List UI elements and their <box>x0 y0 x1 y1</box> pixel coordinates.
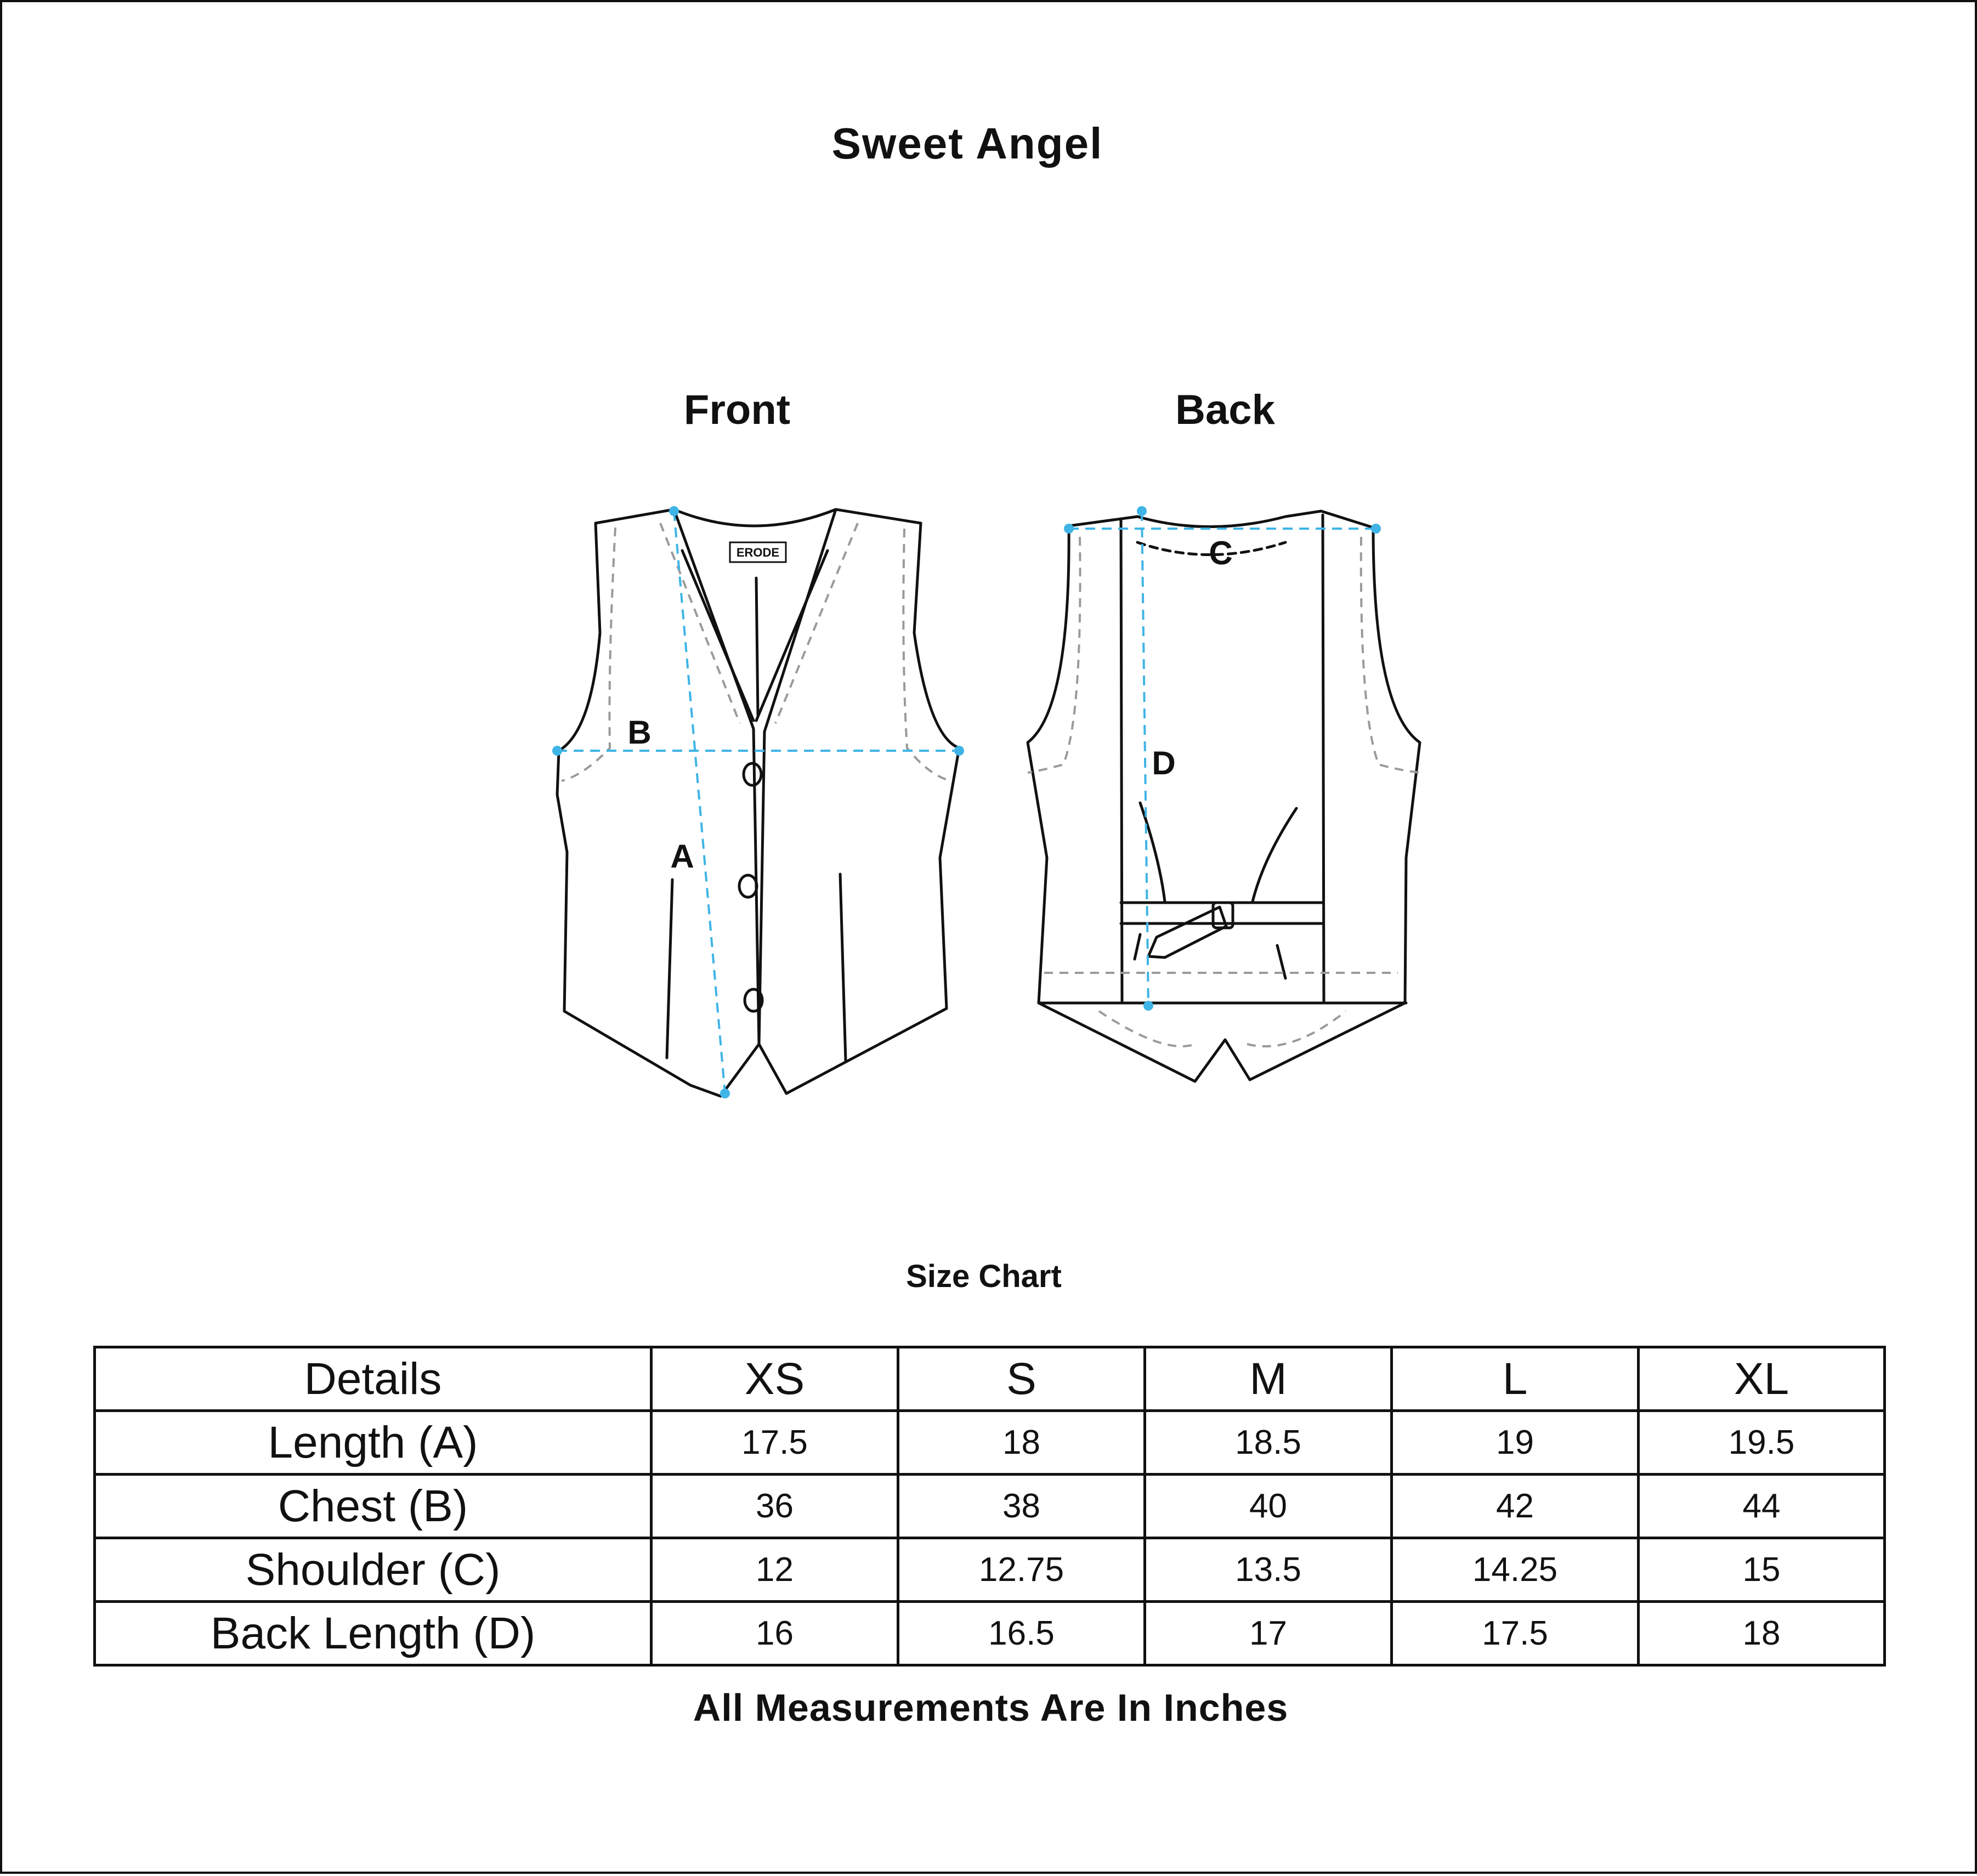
table-cell: 17 <box>1145 1602 1392 1665</box>
measure-label-c: C <box>1209 535 1233 571</box>
header-size-xs: XS <box>652 1347 898 1411</box>
back-view-title: Back <box>1175 387 1275 433</box>
table-row <box>95 1538 1885 1602</box>
table-cell: 42 <box>1392 1475 1639 1538</box>
table-cell: 17.5 <box>1392 1602 1639 1665</box>
table-cell: 17.5 <box>652 1411 898 1475</box>
header-size-l: L <box>1392 1347 1639 1411</box>
table-row <box>95 1602 1885 1665</box>
table-cell: 36 <box>652 1475 898 1538</box>
table-cell: 18 <box>1639 1602 1885 1665</box>
header-details: Details <box>95 1347 652 1411</box>
brand-tag-text: ERODE <box>736 546 780 559</box>
row-label: Shoulder (C) <box>95 1538 652 1602</box>
button-icon <box>739 875 757 897</box>
header-size-s: S <box>898 1347 1145 1411</box>
table-cell: 38 <box>898 1475 1145 1538</box>
table-cell: 15 <box>1639 1538 1885 1602</box>
table-cell: 12.75 <box>898 1538 1145 1602</box>
measure-label-a: A <box>670 838 694 875</box>
table-row <box>95 1411 1885 1475</box>
table-cell: 19.5 <box>1639 1411 1885 1475</box>
back-vest-drawing <box>1028 511 1420 1081</box>
table-header-row <box>95 1347 1885 1411</box>
table-row <box>95 1475 1885 1538</box>
size-chart-table <box>93 1346 1886 1667</box>
row-label: Back Length (D) <box>95 1602 652 1665</box>
table-cell: 16 <box>652 1602 898 1665</box>
table-cell: 13.5 <box>1145 1538 1392 1602</box>
table-cell: 18.5 <box>1145 1411 1392 1475</box>
button-icon <box>744 763 761 785</box>
table-cell: 16.5 <box>898 1602 1145 1665</box>
header-size-xl: XL <box>1639 1347 1885 1411</box>
measurement-note: All Measurements Are In Inches <box>693 1686 1289 1729</box>
product-title: Sweet Angel <box>831 119 1103 168</box>
table-cell: 40 <box>1145 1475 1392 1538</box>
row-label: Length (A) <box>95 1411 652 1475</box>
row-label: Chest (B) <box>95 1475 652 1538</box>
table-cell: 14.25 <box>1392 1538 1639 1602</box>
measure-label-b: B <box>627 714 652 751</box>
front-view-title: Front <box>683 387 791 433</box>
brand-tag <box>730 542 786 562</box>
back-stitching <box>1028 537 1420 1046</box>
table-cell: 12 <box>652 1538 898 1602</box>
back-measure-arrows <box>1064 506 1381 1011</box>
table-cell: 44 <box>1639 1475 1885 1538</box>
measure-label-d: D <box>1152 745 1176 781</box>
size-chart-title: Size Chart <box>906 1259 1062 1294</box>
header-size-m: M <box>1145 1347 1392 1411</box>
back-measure-lines <box>1069 511 1376 1006</box>
table-cell: 19 <box>1392 1411 1639 1475</box>
table-cell: 18 <box>898 1411 1145 1475</box>
